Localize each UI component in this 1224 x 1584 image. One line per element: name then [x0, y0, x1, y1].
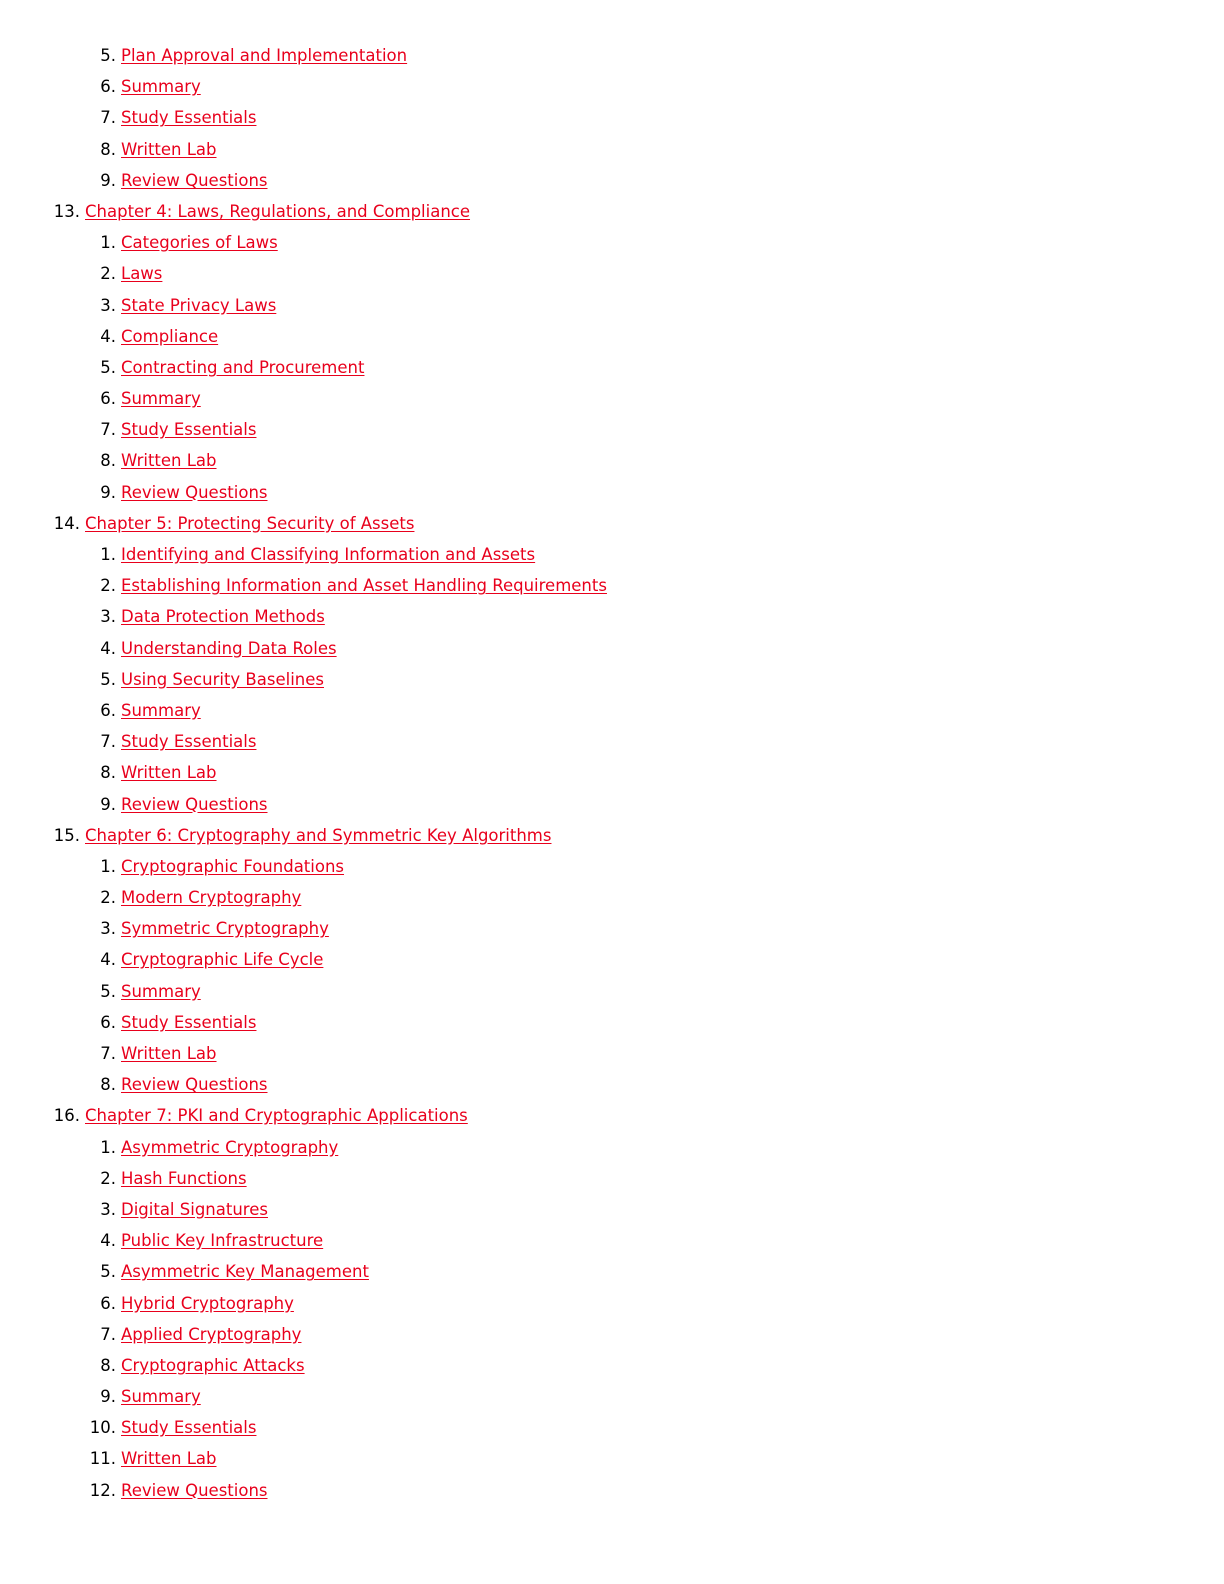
- toc-section-link[interactable]: Cryptographic Life Cycle: [121, 950, 324, 970]
- toc-section-row: [0, 477, 1224, 508]
- toc-section-row: [0, 601, 1224, 632]
- toc-item-number: 12.: [89, 1480, 116, 1500]
- toc-item-number: 9.: [100, 170, 116, 190]
- toc-section-row: [0, 290, 1224, 321]
- toc-section-link[interactable]: Study Essentials: [121, 1012, 257, 1032]
- toc-section-link[interactable]: Digital Signatures: [121, 1199, 268, 1219]
- toc-section-row: [0, 1288, 1224, 1319]
- toc-section-link[interactable]: Compliance: [121, 326, 219, 346]
- toc-item-number: 1.: [100, 1137, 116, 1157]
- toc-section-link[interactable]: Summary: [121, 77, 201, 97]
- toc-item-number: 13.: [53, 201, 80, 221]
- toc-section-row: [0, 913, 1224, 944]
- toc-section-row: [0, 258, 1224, 289]
- toc-item-number: 7.: [100, 108, 116, 128]
- toc-section-link[interactable]: Review Questions: [121, 1075, 268, 1095]
- toc-item-number: 5.: [100, 981, 116, 1001]
- toc-section-row: [0, 445, 1224, 476]
- toc-item-number: 4.: [100, 1231, 116, 1251]
- toc-section-link[interactable]: Laws: [121, 264, 163, 284]
- toc-chapter-link[interactable]: Chapter 5: Protecting Security of Assets: [85, 513, 415, 533]
- toc-section-row: [0, 352, 1224, 383]
- toc-section-row: [0, 40, 1224, 71]
- toc-section-link[interactable]: Study Essentials: [121, 732, 257, 752]
- toc-section-link[interactable]: Written Lab: [121, 451, 217, 471]
- toc-item-number: 6.: [100, 1012, 116, 1032]
- toc-section-row: [0, 102, 1224, 133]
- toc-section-link[interactable]: Cryptographic Foundations: [121, 856, 345, 876]
- toc-section-link[interactable]: Data Protection Methods: [121, 607, 325, 627]
- toc-section-link[interactable]: Public Key Infrastructure: [121, 1231, 324, 1251]
- toc-section-link[interactable]: Written Lab: [121, 763, 217, 783]
- toc-section-row: [0, 1163, 1224, 1194]
- toc-item-number: 4.: [100, 326, 116, 346]
- toc-section-link[interactable]: State Privacy Laws: [121, 295, 277, 315]
- toc-section-link[interactable]: Review Questions: [121, 1480, 268, 1500]
- toc-item-number: 3.: [100, 607, 116, 627]
- toc-item-number: 2.: [100, 888, 116, 908]
- toc-section-row: [0, 1381, 1224, 1412]
- toc-chapter-link[interactable]: Chapter 4: Laws, Regulations, and Compliance: [85, 201, 471, 221]
- toc-item-number: 8.: [100, 763, 116, 783]
- toc-item-number: 1.: [100, 545, 116, 564]
- toc-item-number: 5.: [100, 669, 116, 689]
- toc-section-link[interactable]: Review Questions: [121, 794, 268, 814]
- toc-item-number: 1.: [100, 856, 116, 876]
- toc-item-number: 7.: [100, 732, 116, 752]
- toc-item-number: 6.: [100, 1293, 116, 1313]
- toc-item-number: 9.: [100, 482, 116, 502]
- toc-section-row: [0, 664, 1224, 695]
- toc-item-number: 14.: [53, 513, 80, 533]
- toc-item-number: 7.: [100, 1324, 116, 1344]
- toc-section-link[interactable]: Plan Approval and Implementation: [121, 46, 408, 65]
- toc-chapter-row: [0, 1100, 1224, 1131]
- toc-item-number: 3.: [100, 295, 116, 315]
- toc-item-number: 8.: [100, 1355, 116, 1375]
- toc-section-link[interactable]: Asymmetric Key Management: [121, 1262, 369, 1282]
- toc-section-link[interactable]: Applied Cryptography: [121, 1324, 302, 1344]
- toc-section-row: [0, 71, 1224, 102]
- toc-section-row: [0, 570, 1224, 601]
- toc-section-link[interactable]: Understanding Data Roles: [121, 638, 337, 658]
- toc-section-link[interactable]: Study Essentials: [121, 1418, 257, 1438]
- toc-section-link[interactable]: Written Lab: [121, 1449, 217, 1469]
- toc-chapter-link[interactable]: Chapter 6: Cryptography and Symmetric Key Algorithms: [85, 825, 552, 845]
- toc-section-link[interactable]: Study Essentials: [121, 108, 257, 128]
- toc-section-link[interactable]: Hybrid Cryptography: [121, 1293, 294, 1313]
- toc-item-number: 11.: [89, 1449, 116, 1469]
- toc-section-row: [0, 1475, 1224, 1506]
- toc-section-row: [0, 134, 1224, 165]
- toc-item-number: 8.: [100, 451, 116, 471]
- table-of-contents: [0, 40, 1224, 1506]
- toc-item-number: 5.: [100, 46, 116, 65]
- toc-section-link[interactable]: Asymmetric Cryptography: [121, 1137, 339, 1157]
- toc-section-link[interactable]: Using Security Baselines: [121, 669, 324, 689]
- toc-section-row: [0, 757, 1224, 788]
- toc-chapter-link[interactable]: Chapter 7: PKI and Cryptographic Applications: [85, 1106, 468, 1126]
- toc-section-row: [0, 851, 1224, 882]
- toc-section-link[interactable]: Written Lab: [121, 1044, 217, 1063]
- toc-section-link[interactable]: Review Questions: [121, 482, 268, 502]
- toc-item-number: 5.: [100, 1262, 116, 1282]
- toc-item-number: 6.: [100, 700, 116, 720]
- toc-section-link[interactable]: Review Questions: [121, 170, 268, 190]
- toc-item-number: 4.: [100, 638, 116, 658]
- toc-section-link[interactable]: Summary: [121, 1387, 201, 1407]
- toc-item-number: 4.: [100, 950, 116, 970]
- toc-section-row: [0, 1319, 1224, 1350]
- toc-section-row: [0, 1350, 1224, 1381]
- toc-section-row: [0, 1132, 1224, 1163]
- toc-section-link[interactable]: Symmetric Cryptography: [121, 919, 329, 939]
- toc-section-link[interactable]: Written Lab: [121, 139, 217, 159]
- toc-item-number: 7.: [100, 420, 116, 440]
- toc-item-number: 8.: [100, 139, 116, 159]
- toc-section-row: [0, 1007, 1224, 1038]
- toc-section-row: [0, 789, 1224, 820]
- toc-item-number: 10.: [89, 1418, 116, 1438]
- toc-section-row: [0, 1225, 1224, 1256]
- toc-item-number: 1.: [100, 233, 116, 253]
- toc-section-link[interactable]: Contracting and Procurement: [121, 357, 365, 377]
- toc-section-row: [0, 1069, 1224, 1100]
- toc-item-number: 6.: [100, 77, 116, 97]
- toc-section-row: [0, 726, 1224, 757]
- toc-section-row: [0, 882, 1224, 913]
- toc-item-number: 2.: [100, 264, 116, 284]
- toc-section-row: [0, 976, 1224, 1007]
- toc-item-number: 7.: [100, 1044, 116, 1063]
- toc-item-number: 6.: [100, 389, 116, 409]
- toc-section-link[interactable]: Identifying and Classifying Information and Assets: [121, 545, 536, 564]
- toc-section-row: [0, 321, 1224, 352]
- toc-section-row: [0, 1038, 1224, 1069]
- toc-section-link[interactable]: Cryptographic Attacks: [121, 1355, 305, 1375]
- toc-item-number: 9.: [100, 1387, 116, 1407]
- toc-item-number: 9.: [100, 794, 116, 814]
- toc-section-link[interactable]: Summary: [121, 700, 201, 720]
- toc-section-link[interactable]: Study Essentials: [121, 420, 257, 440]
- toc-section-row: [0, 227, 1224, 258]
- toc-chapter-row: [0, 820, 1224, 851]
- toc-section-link[interactable]: Summary: [121, 981, 201, 1001]
- toc-section-row: [0, 539, 1224, 570]
- toc-section-link[interactable]: Categories of Laws: [121, 233, 278, 253]
- toc-section-link[interactable]: Summary: [121, 389, 201, 409]
- toc-chapter-row: [0, 196, 1224, 227]
- toc-item-number: 2.: [100, 1168, 116, 1188]
- toc-chapter-row: [0, 508, 1224, 539]
- toc-section-link[interactable]: Establishing Information and Asset Handling Requirements: [121, 576, 607, 596]
- toc-section-link[interactable]: Modern Cryptography: [121, 888, 302, 908]
- toc-item-number: 3.: [100, 1199, 116, 1219]
- toc-section-row: [0, 695, 1224, 726]
- toc-item-number: 15.: [53, 825, 80, 845]
- toc-item-number: 5.: [100, 357, 116, 377]
- toc-section-row: [0, 414, 1224, 445]
- toc-section-link[interactable]: Hash Functions: [121, 1168, 247, 1188]
- toc-section-row: [0, 1443, 1224, 1474]
- toc-section-row: [0, 383, 1224, 414]
- toc-section-row: [0, 944, 1224, 975]
- toc-section-row: [0, 1256, 1224, 1287]
- toc-item-number: 16.: [53, 1106, 80, 1126]
- toc-section-row: [0, 1194, 1224, 1225]
- toc-item-number: 3.: [100, 919, 116, 939]
- toc-section-row: [0, 1412, 1224, 1443]
- toc-item-number: 2.: [100, 576, 116, 596]
- toc-section-row: [0, 633, 1224, 664]
- toc-item-number: 8.: [100, 1075, 116, 1095]
- toc-section-row: [0, 165, 1224, 196]
